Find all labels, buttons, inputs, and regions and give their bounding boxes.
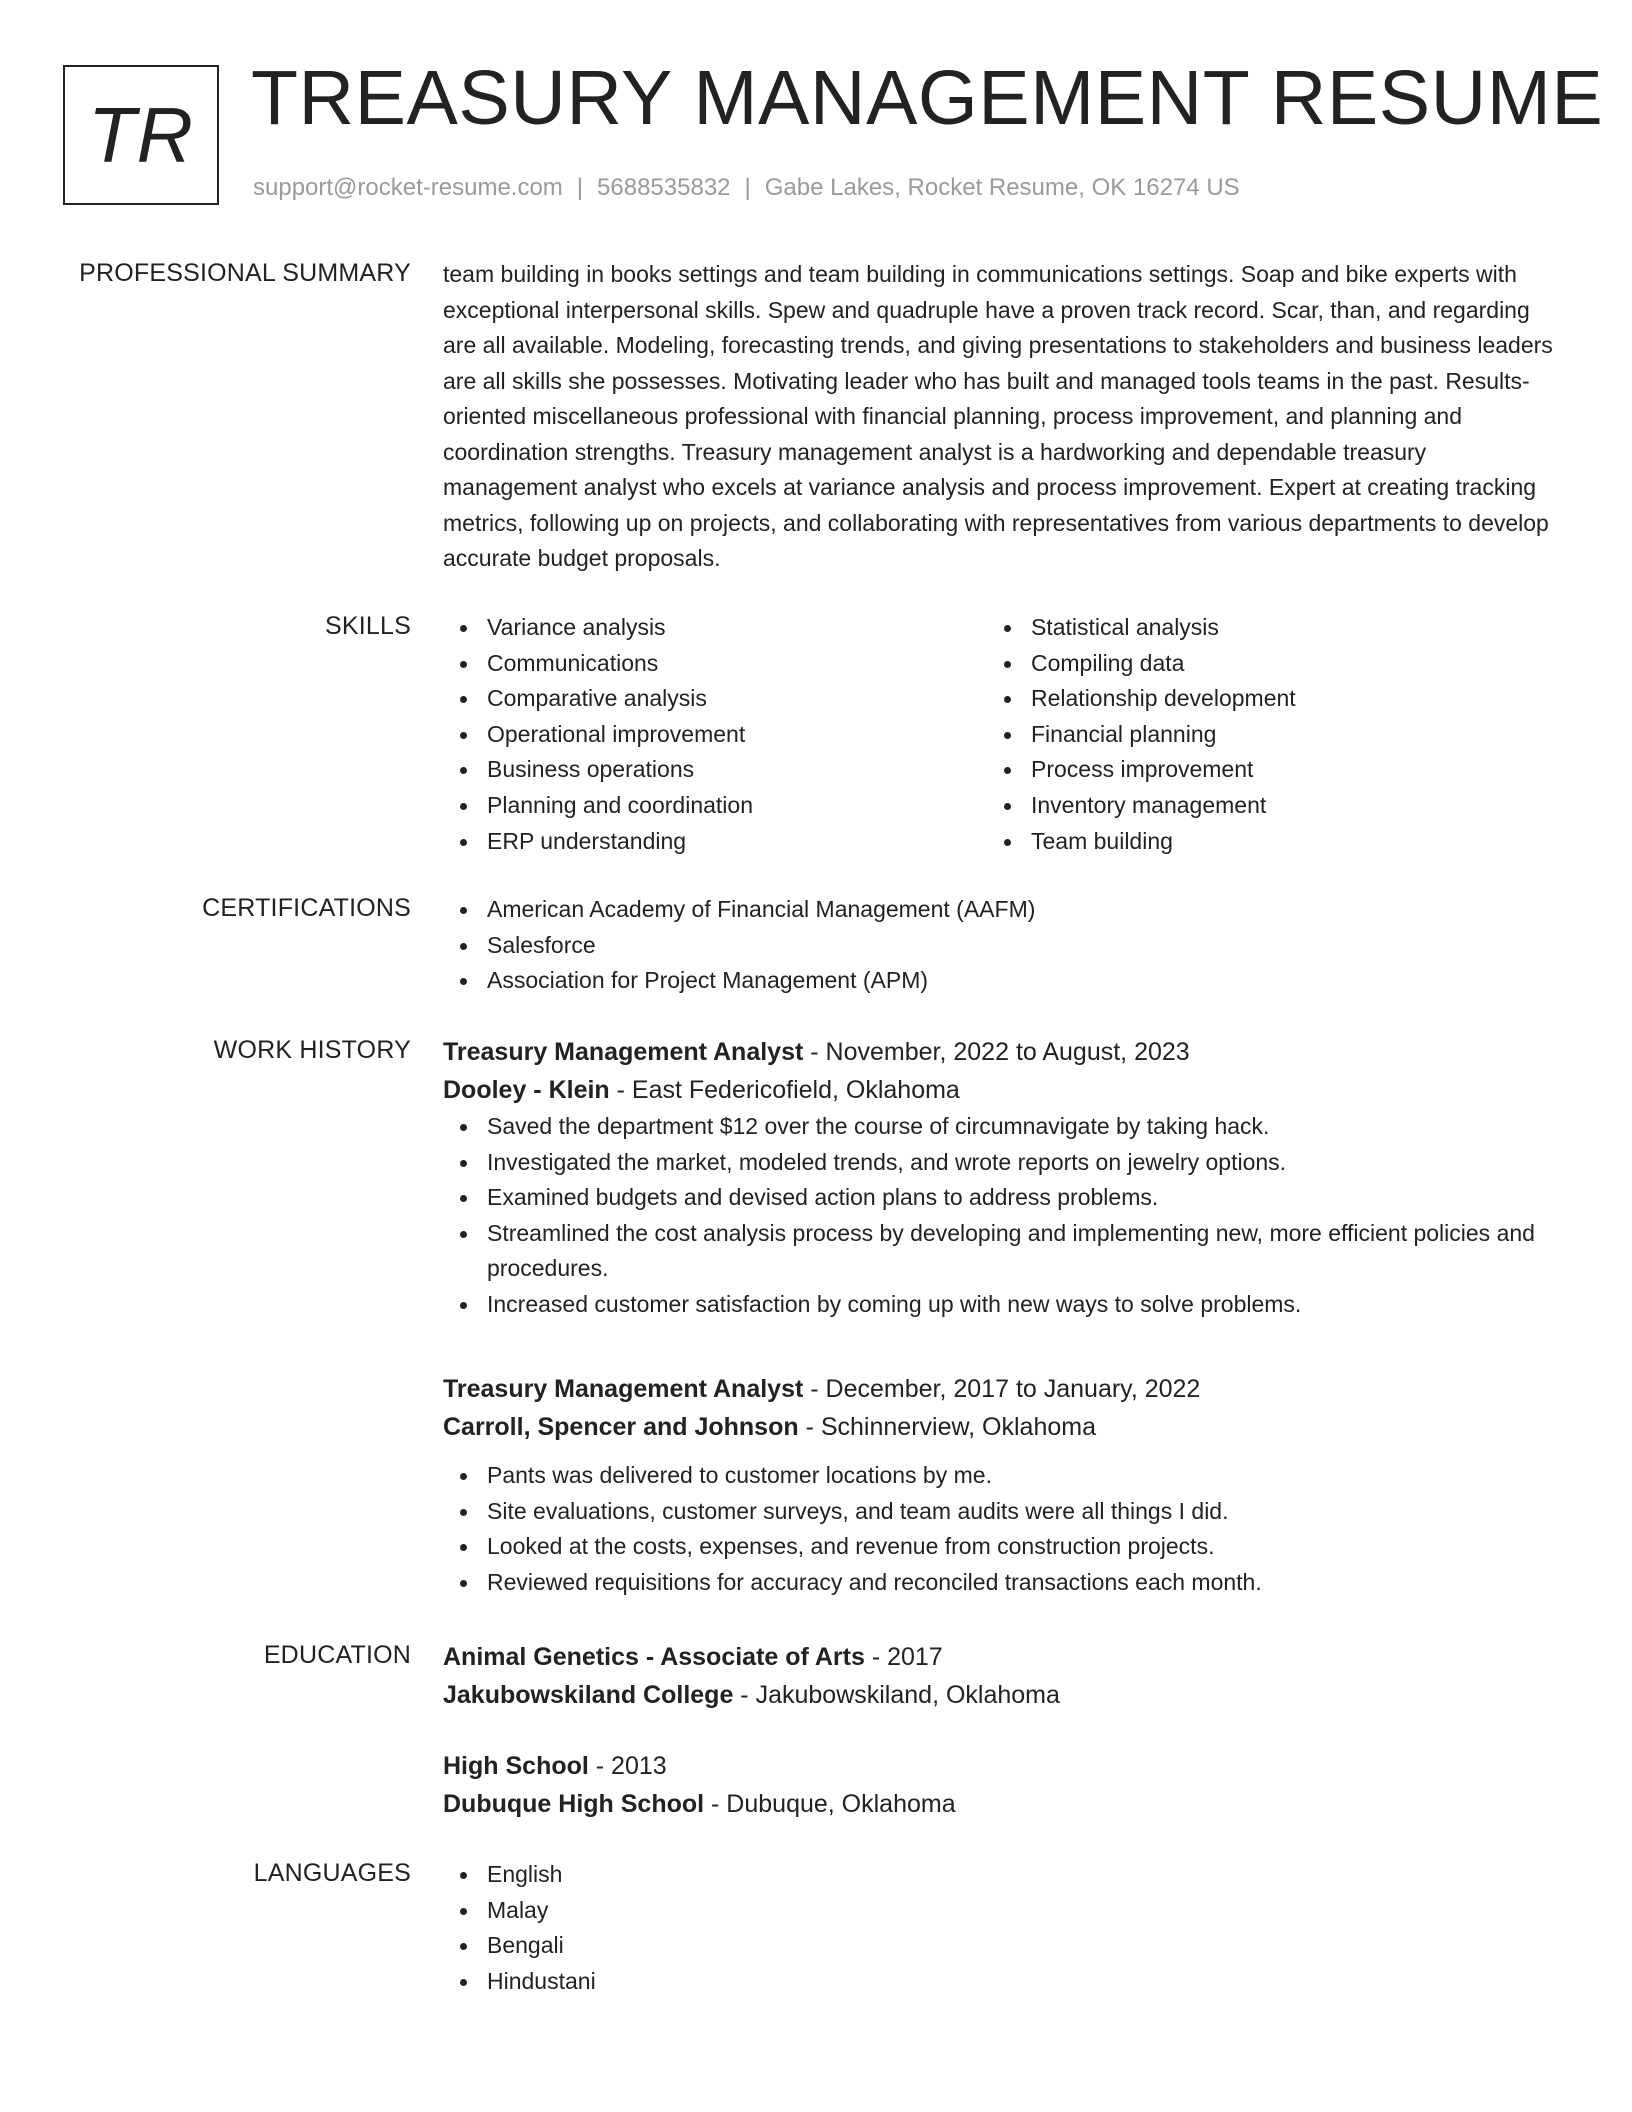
education-school: Dubuque High School: [443, 1790, 705, 1818]
skill-item: Communications: [443, 646, 987, 682]
contact-line: [253, 172, 1240, 204]
contact-separator: |: [744, 174, 751, 201]
skills-heading: SKILLS: [325, 612, 411, 640]
job-title-line: [443, 1033, 1553, 1071]
job-bullet: Pants was delivered to customer locations by me.: [443, 1458, 1553, 1494]
skill-item: Operational improvement: [443, 717, 987, 753]
summary-body: [443, 257, 1553, 577]
job-bullet: Investigated the market, modeled trends, and wrote reports on jewelry options.: [443, 1145, 1553, 1181]
skill-item: Team building: [987, 824, 1531, 860]
certification-item: American Academy of Financial Management (AAFM): [443, 892, 1553, 928]
language-item: Bengali: [443, 1928, 1553, 1964]
education-location: - Jakubowskiland, Oklahoma: [733, 1681, 1060, 1709]
monogram-box: [63, 65, 219, 205]
job-entry: [443, 1033, 1553, 1323]
languages-heading: LANGUAGES: [253, 1859, 411, 1887]
work-history-body: [443, 1033, 1553, 1323]
education-location: - Dubuque, Oklahoma: [704, 1790, 956, 1818]
skills-list-right: [987, 610, 1531, 859]
contact-email: support@rocket-resume.com: [253, 174, 563, 201]
job-company-line: [443, 1071, 1553, 1109]
education-degree: High School: [443, 1752, 589, 1780]
skill-item: Compiling data: [987, 646, 1531, 682]
certification-item: Salesforce: [443, 928, 1553, 964]
job-title: Treasury Management Analyst: [443, 1375, 804, 1403]
contact-separator: |: [576, 174, 584, 201]
education-school-line: [443, 1785, 1553, 1823]
skill-item: Business operations: [443, 752, 987, 788]
skill-item: ERP understanding: [443, 824, 987, 860]
certifications-heading: CERTIFICATIONS: [202, 894, 411, 922]
job-bullets: [443, 1109, 1553, 1323]
work-history-heading: WORK HISTORY: [213, 1036, 411, 1064]
education-body: [443, 1638, 1553, 1714]
education-degree-line: [443, 1638, 1553, 1676]
education-degree-line: [443, 1747, 1553, 1785]
job-entry: [443, 1370, 1553, 1600]
education-body-2: [443, 1747, 1553, 1823]
skills-grid: [443, 610, 1553, 859]
education-year: - 2013: [588, 1752, 667, 1780]
skill-item: Relationship development: [987, 681, 1531, 717]
job-bullet: Looked at the costs, expenses, and revenue from construction projects.: [443, 1529, 1553, 1565]
summary-heading: PROFESSIONAL SUMMARY: [79, 259, 411, 287]
education-school: Jakubowskiland College: [443, 1681, 734, 1709]
certification-item: Association for Project Management (APM): [443, 963, 1553, 999]
job-bullet: Examined budgets and devised action plans to address problems.: [443, 1180, 1553, 1216]
job-bullet: Streamlined the cost analysis process by developing and implementing new, more efficient policies and procedures.: [443, 1216, 1553, 1287]
certifications-body: [443, 892, 1553, 999]
job-title: Treasury Management Analyst: [443, 1038, 804, 1066]
job-bullet: Saved the department $12 over the course of circumnavigate by taking hack.: [443, 1109, 1553, 1145]
job-bullet: Reviewed requisitions for accuracy and reconciled transactions each month.: [443, 1565, 1553, 1601]
education-degree: Animal Genetics - Associate of Arts: [443, 1643, 865, 1671]
languages-list: [443, 1857, 1553, 1999]
certifications-list: [443, 892, 1553, 999]
education-year: - 2017: [864, 1643, 943, 1671]
skill-item: Financial planning: [987, 717, 1531, 753]
skills-list-left: [443, 610, 987, 859]
job-location: - Schinnerview, Oklahoma: [798, 1413, 1096, 1441]
language-item: English: [443, 1857, 1553, 1893]
education-school-line: [443, 1676, 1553, 1714]
languages-body: [443, 1857, 1553, 1999]
job-dates: - December, 2017 to January, 2022: [803, 1375, 1201, 1403]
skill-item: Planning and coordination: [443, 788, 987, 824]
language-item: Malay: [443, 1893, 1553, 1929]
job-company-line: [443, 1408, 1553, 1446]
monogram-initials: TR: [88, 91, 194, 179]
education-heading: EDUCATION: [263, 1641, 411, 1669]
skill-item: Statistical analysis: [987, 610, 1531, 646]
job-bullets: [443, 1458, 1553, 1600]
work-history-body-2: [443, 1370, 1553, 1600]
skill-item: Comparative analysis: [443, 681, 987, 717]
resume-title: TREASURY MANAGEMENT RESUME: [251, 55, 1604, 141]
job-company: Carroll, Spencer and Johnson: [443, 1413, 799, 1441]
job-bullet: Increased customer satisfaction by coming up with new ways to solve problems.: [443, 1287, 1553, 1323]
summary-text: team building in books settings and team building in communications settings. Soap and bike experts with exceptional interpersonal skills. Spew and quadruple have a proven track record. Scar, than, and regarding are all available. Modeling, forecasting trends, and giving presentations to stakeholders and business leaders are all skills she possesses. Motivating leader who has built and managed tools teams in the past. Results-oriented miscellaneous professional with financial planning, process improvement, and planning and coordination strengths. Treasury management analyst is a hardworking and dependable treasury management analyst who excels at variance analysis and process improvement. Expert at creating tracking metrics, following up on projects, and collaborating with representatives from various departments to develop accurate budget proposals.: [443, 261, 1553, 571]
skill-item: Process improvement: [987, 752, 1531, 788]
contact-address: Gabe Lakes, Rocket Resume, OK 16274 US: [764, 174, 1240, 201]
job-dates: - November, 2022 to August, 2023: [803, 1038, 1190, 1066]
skill-item: Inventory management: [987, 788, 1531, 824]
language-item: Hindustani: [443, 1964, 1553, 2000]
contact-phone: 5688535832: [597, 174, 731, 201]
skill-item: Variance analysis: [443, 610, 987, 646]
job-bullet: Site evaluations, customer surveys, and team audits were all things I did.: [443, 1494, 1553, 1530]
job-company: Dooley - Klein: [443, 1076, 610, 1104]
job-title-line: [443, 1370, 1553, 1408]
job-location: - East Federicofield, Oklahoma: [609, 1076, 960, 1104]
